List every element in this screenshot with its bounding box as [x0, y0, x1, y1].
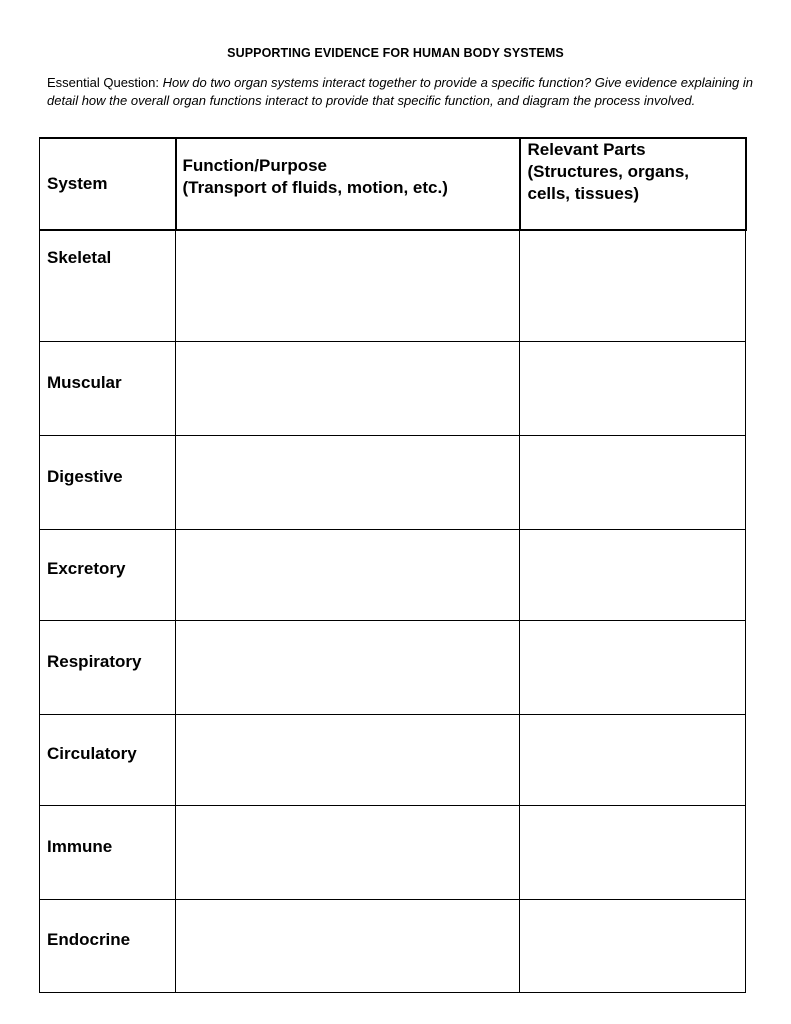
system-name: Muscular	[47, 372, 122, 392]
parts-cell[interactable]	[520, 436, 746, 530]
table-row	[40, 621, 746, 715]
system-cell	[40, 230, 176, 342]
parts-cell[interactable]	[520, 342, 746, 436]
function-cell[interactable]	[176, 342, 520, 436]
header-system: System	[40, 138, 176, 230]
function-cell[interactable]	[176, 621, 520, 715]
table-row	[40, 530, 746, 621]
header-parts	[520, 138, 746, 230]
system-cell	[40, 715, 176, 806]
parts-cell[interactable]	[520, 230, 746, 342]
parts-cell[interactable]	[520, 806, 746, 900]
table-row	[40, 715, 746, 806]
header-parts-line1: Relevant Parts	[527, 140, 646, 159]
system-cell	[40, 436, 176, 530]
system-cell	[40, 530, 176, 621]
page-title: SUPPORTING EVIDENCE FOR HUMAN BODY SYSTEMS	[227, 46, 564, 60]
system-name: Skeletal	[47, 248, 112, 267]
system-cell	[40, 900, 176, 993]
system-name: Circulatory	[47, 744, 137, 763]
header-function	[176, 138, 520, 230]
table-row	[40, 806, 746, 900]
parts-cell[interactable]	[520, 530, 746, 621]
function-cell[interactable]	[176, 715, 520, 806]
function-cell[interactable]	[176, 530, 520, 621]
header-function-line2: (Transport of fluids, motion, etc.)	[182, 178, 448, 197]
system-cell	[40, 342, 176, 436]
system-name: Digestive	[47, 466, 123, 486]
function-cell[interactable]	[176, 230, 520, 342]
parts-cell[interactable]	[520, 900, 746, 993]
table-row	[40, 342, 746, 436]
header-function-line1: Function/Purpose	[182, 156, 327, 175]
system-name: Endocrine	[47, 930, 131, 949]
system-name: Excretory	[47, 559, 126, 578]
parts-cell[interactable]	[520, 621, 746, 715]
system-name: Respiratory	[47, 651, 142, 671]
header-parts-line3: cells, tissues)	[527, 184, 640, 203]
function-cell[interactable]	[176, 806, 520, 900]
essential-question	[47, 74, 757, 110]
system-cell	[40, 621, 176, 715]
header-parts-line2: (Structures, organs,	[527, 162, 690, 181]
system-cell	[40, 806, 176, 900]
system-name: Immune	[47, 836, 113, 856]
table-header-row	[40, 138, 746, 230]
table-row	[40, 436, 746, 530]
function-cell[interactable]	[176, 900, 520, 993]
table-row	[40, 230, 746, 342]
parts-cell[interactable]	[520, 715, 746, 806]
body-systems-table	[39, 137, 747, 993]
table-row	[40, 900, 746, 993]
essential-question-label: Essential Question:	[47, 75, 160, 90]
function-cell[interactable]	[176, 436, 520, 530]
essential-question-text: How do two organ systems interact together to provide a specific function? Give evidence explaining in detail how the overall organ functions interact to provide that specific function, and diagram the process involved.	[47, 75, 754, 108]
